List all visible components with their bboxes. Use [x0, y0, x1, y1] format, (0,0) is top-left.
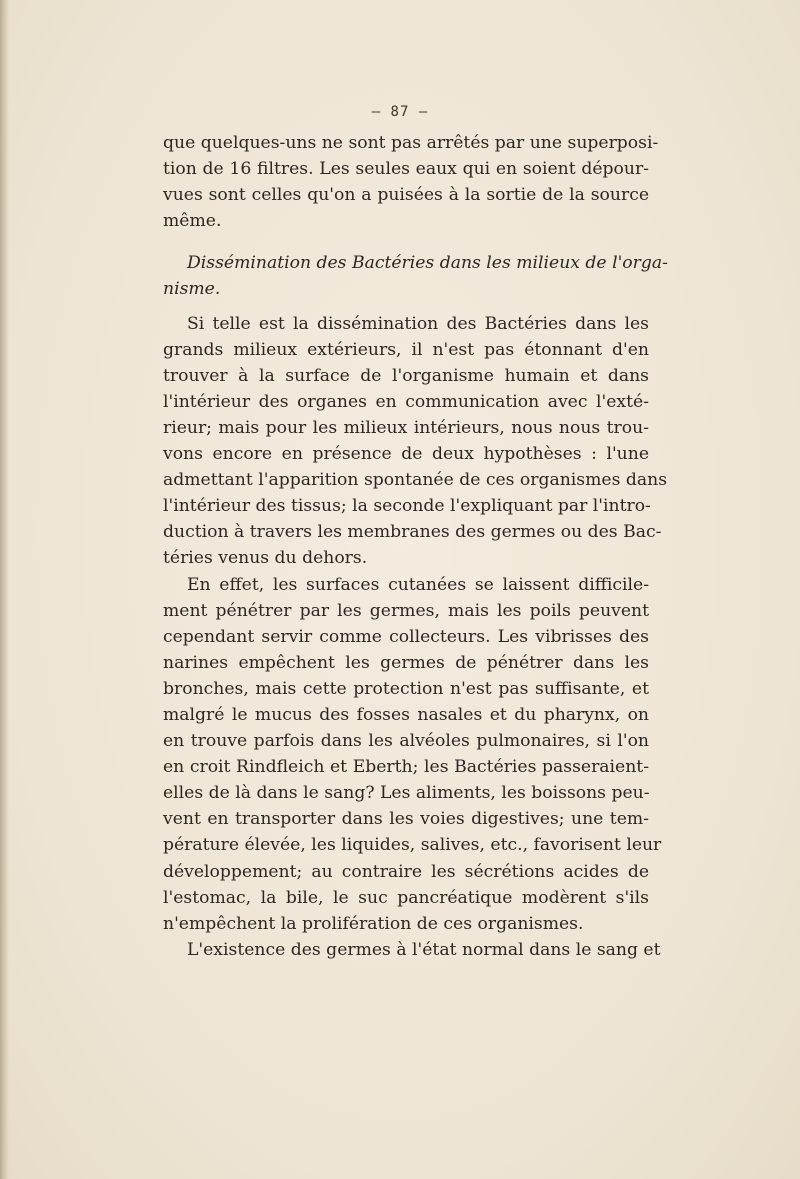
text-line: ment pénétrer par les germes, mais les poils peuvent: [163, 600, 649, 621]
heading-line: Dissémination des Bactéries dans les milieux de l'orga-: [187, 253, 668, 274]
text-line: narines empêchent les germes de pénétrer dans les: [163, 652, 649, 673]
text-line: duction à travers les membranes des germes ou des Bac-: [163, 522, 662, 543]
text-line: que quelques-uns ne sont pas arrêtés par une superposi-: [163, 133, 659, 153]
text-line: vent en transporter dans les voies digestives; une tem-: [163, 809, 649, 830]
page-binding-edge: [0, 0, 9, 1179]
text-line: elles de là dans le sang? Les aliments, les boissons peu-: [163, 783, 650, 804]
text-line: téries venus du dehors.: [163, 548, 368, 569]
text-line: rieur; mais pour les milieux intérieurs, nous nous trou-: [163, 417, 649, 438]
page-number: — 87 —: [371, 104, 429, 120]
paragraph: [163, 311, 668, 572]
text-line: L'existence des germes à l'état normal dans le sang et: [187, 939, 661, 960]
text-line: n'empêchent la prolifération de ces organismes.: [163, 913, 584, 934]
text-line: pérature élevée, les liquides, salives, etc., favorisent leur: [163, 835, 662, 856]
text-line: vues sont celles qu'on a puisées à la sortie de la source: [163, 185, 649, 206]
heading-line: nisme.: [163, 279, 221, 300]
text-line: développement; au contraire les sécrétions acides de: [163, 861, 649, 882]
text-line: cependant servir comme collecteurs. Les vibrisses des: [163, 626, 649, 647]
paragraph: [163, 937, 661, 963]
text-line: l'intérieur des tissus; la seconde l'expliquant par l'intro-: [163, 496, 651, 517]
text-line: même.: [163, 211, 222, 232]
text-line: malgré le mucus des fosses nasales et du pharynx, on: [163, 704, 649, 725]
text-line: bronches, mais cette protection n'est pas suffisante, et: [163, 678, 649, 699]
section-heading: [163, 250, 668, 302]
text-line: admettant l'apparition spontanée de ces organismes dans: [163, 470, 668, 491]
paragraph: [163, 572, 662, 937]
text-line: en trouve parfois dans les alvéoles pulmonaires, si l'on: [163, 731, 649, 752]
text-line: trouver à la surface de l'organisme humain et dans: [163, 365, 649, 386]
text-line: En effet, les surfaces cutanées se laissent difficile-: [187, 574, 649, 595]
text-line: grands milieux extérieurs, il n'est pas étonnant d'en: [163, 339, 649, 360]
text-line: en croit Rindfleich et Eberth; les Bactéries passeraient-: [163, 757, 649, 778]
text-line: l'estomac, la bile, le suc pancréatique modèrent s'ils: [163, 887, 649, 908]
text-line: vons encore en présence de deux hypothèses : l'une: [163, 444, 649, 465]
paragraph-continuation: [163, 130, 659, 234]
body-text: [163, 130, 668, 963]
text-line: tion de 16 filtres. Les seules eaux qui en soient dépour-: [163, 159, 649, 180]
text-line: l'intérieur des organes en communication avec l'exté-: [163, 391, 649, 412]
text-line: Si telle est la dissémination des Bactéries dans les: [187, 313, 649, 334]
